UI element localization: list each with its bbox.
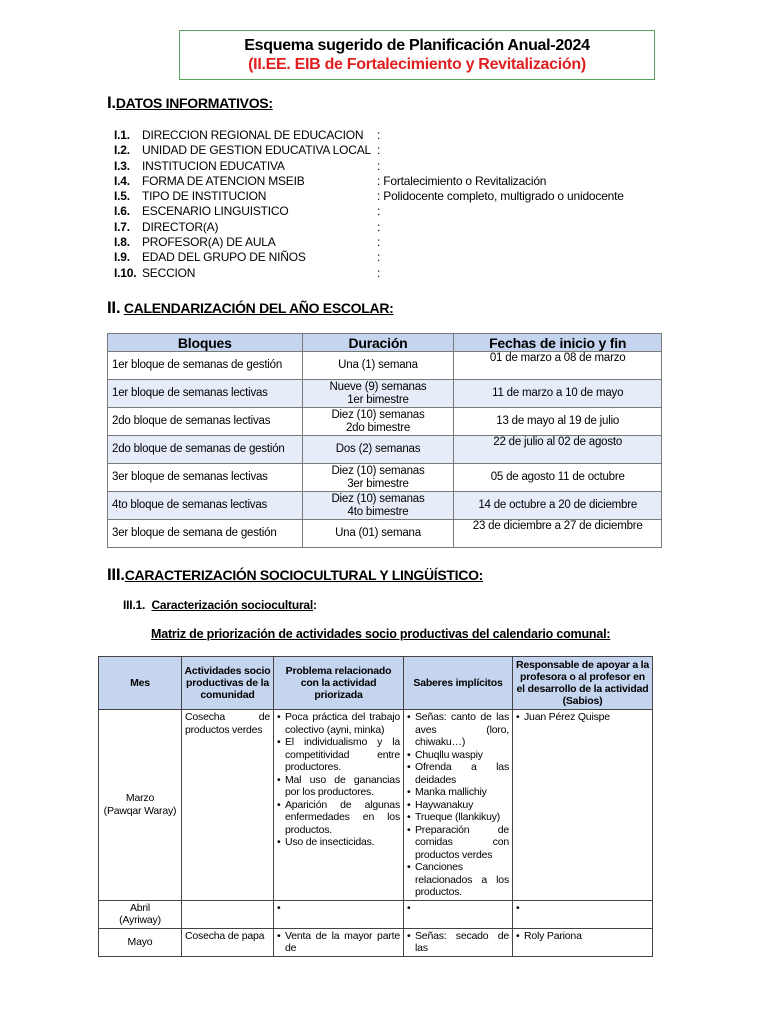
info-code: I.10. <box>114 265 137 280</box>
matrix-saber-item: • Preparación de comidas con productos verdes <box>407 824 509 862</box>
calendar-fechas: 01 de marzo a 08 de marzo <box>454 352 662 380</box>
subsection-code: III.1. <box>123 598 146 612</box>
matrix-header-responsable: Responsable de apoyar a la profesora o al profesor en el desarrollo de la actividad (Sabios) <box>513 657 653 710</box>
matrix-mes-quechua: (Ayriway) <box>119 914 161 926</box>
matrix-problema-item: • Mal uso de ganancias por los productores. <box>277 774 400 799</box>
info-label: ESCENARIO LINGUISTICO <box>142 204 289 219</box>
matrix-row <box>99 928 653 956</box>
info-value: : <box>377 265 381 280</box>
matrix-responsable-cell <box>513 900 653 928</box>
matrix-row <box>99 900 653 928</box>
matrix-saber-item: • Canciones relacionados a los productos. <box>407 861 509 899</box>
matrix-saber-item: • Chuqllu waspiy <box>407 749 509 762</box>
calendar-row <box>108 380 662 408</box>
calendar-fechas: 13 de mayo al 19 de julio <box>454 408 662 436</box>
calendar-fechas: 05 de agosto 11 de octubre <box>454 464 662 492</box>
document-title-box <box>179 30 655 80</box>
calendar-row <box>108 352 662 380</box>
calendar-table <box>107 333 662 548</box>
matrix-saber-item: • Señas: canto de las aves (loro, chiwaku…) <box>407 711 509 749</box>
calendar-duracion-cell <box>302 408 454 436</box>
matrix-saberes-cell <box>404 900 513 928</box>
calendar-duracion-cell <box>302 492 454 520</box>
calendar-bloque: 1er bloque de semanas lectivas <box>108 380 303 408</box>
calendar-duracion-cell <box>302 436 454 464</box>
info-label: FORMA DE ATENCION MSEIB <box>142 173 305 188</box>
calendar-duration: Diez (10) semanas <box>331 408 425 421</box>
info-code: I.8. <box>114 235 130 250</box>
matrix-saber-item: • Señas: secado de las <box>407 930 509 955</box>
info-code: I.1. <box>114 128 130 142</box>
calendar-bloque: 2do bloque de semanas de gestión <box>108 436 303 464</box>
calendar-header-bloques: Bloques <box>108 334 303 352</box>
calendar-row <box>108 520 662 548</box>
matrix-saber-item: • Trueque (llankikuy) <box>407 811 509 824</box>
info-code: I.7. <box>114 219 130 234</box>
matrix-actividad: Cosecha de papa <box>182 928 274 956</box>
calendar-bimestre: 4to bimestre <box>347 505 409 518</box>
matrix-header-saberes: Saberes implícitos <box>404 657 513 710</box>
info-value: : Fortalecimiento o Revitalización <box>377 173 547 188</box>
calendar-bloque: 4to bloque de semanas lectivas <box>108 492 303 520</box>
matrix-mes-cell <box>99 710 182 901</box>
matrix-saber-list <box>407 711 509 899</box>
matrix-title: Matriz de priorización de actividades socio productivas del calendario comunal: <box>151 627 611 641</box>
matrix-saber-item: • Manka mallichiy <box>407 786 509 799</box>
info-label: UNIDAD DE GESTION EDUCATIVA LOCAL <box>142 143 371 158</box>
info-code: I.9. <box>114 250 130 265</box>
subsection-colon: : <box>313 598 317 612</box>
matrix-saberes-cell <box>404 928 513 956</box>
calendar-duracion-cell <box>302 520 454 548</box>
info-value: : <box>377 204 381 219</box>
info-value: : <box>377 235 381 250</box>
matrix-problema-cell <box>274 900 404 928</box>
matrix-problema-cell <box>274 928 404 956</box>
calendar-duracion-cell <box>302 380 454 408</box>
calendar-bloque: 3er bloque de semana de gestión <box>108 520 303 548</box>
calendar-bloque: 3er bloque de semanas lectivas <box>108 464 303 492</box>
subsection-heading <box>123 598 317 612</box>
section-2-title: CALENDARIZACIÓN DEL AÑO ESCOLAR: <box>123 300 394 316</box>
matrix-problema-list <box>277 711 400 849</box>
info-label: EDAD DEL GRUPO DE NIÑOS <box>142 250 306 265</box>
section-2-heading <box>107 298 394 318</box>
document-subtitle: (II.EE. EIB de Fortalecimiento y Revitalización) <box>248 56 586 73</box>
calendar-bimestre: 3er bimestre <box>347 477 409 490</box>
matrix-problema-item: • Uso de insecticidas. <box>277 836 400 849</box>
calendar-fechas: 23 de diciembre a 27 de diciembre <box>454 520 662 548</box>
subsection-title: Caracterización sociocultural <box>151 598 314 612</box>
calendar-duracion-cell <box>302 464 454 492</box>
calendar-duration: Diez (10) semanas <box>331 492 425 505</box>
calendar-fechas: 14 de octubre a 20 de diciembre <box>454 492 662 520</box>
matrix-mes-quechua: (Pawqar Waray) <box>103 804 177 817</box>
calendar-header-duracion: Duración <box>302 334 454 352</box>
matrix-responsable-item: • Roly Pariona <box>516 930 649 943</box>
calendar-bimestre: 1er bimestre <box>347 393 409 406</box>
info-value: : <box>377 250 381 265</box>
section-3-heading <box>107 565 483 585</box>
matrix-saber-item: • Haywanakuy <box>407 799 509 812</box>
matrix-mes: Abril <box>129 901 150 914</box>
matrix-header-row <box>99 657 653 710</box>
info-code: I.6. <box>114 204 130 219</box>
matrix-mes-cell <box>99 900 182 928</box>
matrix-saberes-cell <box>404 710 513 901</box>
calendar-duration: Nueve (9) semanas <box>329 380 427 393</box>
calendar-row <box>108 436 662 464</box>
matrix-problema-item: • Aparición de algunas enfermedades en los productos. <box>277 799 400 837</box>
matrix-mes: Marzo <box>125 792 155 805</box>
matrix-responsable-list <box>516 711 649 724</box>
section-1-number: I. <box>107 93 116 112</box>
info-code: I.4. <box>114 173 130 188</box>
matrix-responsable-cell <box>513 710 653 901</box>
info-label: DIRECCION REGIONAL DE EDUCACION <box>142 128 364 142</box>
info-label: INSTITUCION EDUCATIVA <box>142 158 285 173</box>
info-value: : <box>377 219 381 234</box>
matrix-table <box>98 656 653 957</box>
calendar-header-row <box>108 334 662 352</box>
section-1-heading <box>107 93 273 113</box>
matrix-row <box>99 710 653 901</box>
calendar-duration: Diez (10) semanas <box>331 464 425 477</box>
document-title: Esquema sugerido de Planificación Anual-2024 <box>244 37 590 54</box>
info-label: PROFESOR(A) DE AULA <box>142 235 276 250</box>
matrix-problema-item: • Venta de la mayor parte de <box>277 930 400 955</box>
calendar-duracion-cell <box>302 352 454 380</box>
calendar-header-fechas: Fechas de inicio y fin <box>454 334 662 352</box>
calendar-duration: Una (1) semana <box>338 359 418 371</box>
matrix-saber-list <box>407 930 509 955</box>
matrix-problema-item: • Poca práctica del trabajo colectivo (ayni, minka) <box>277 711 400 736</box>
matrix-problema-list <box>277 930 400 955</box>
info-value: : <box>377 143 381 158</box>
info-value: : <box>377 128 381 142</box>
calendar-fechas: 22 de julio al 02 de agosto <box>454 436 662 464</box>
calendar-row <box>108 464 662 492</box>
info-code: I.5. <box>114 189 130 204</box>
info-label: SECCION <box>142 265 196 280</box>
matrix-header-problema: Problema relacionado con la actividad priorizada <box>274 657 404 710</box>
calendar-bimestre: 2do bimestre <box>345 421 411 434</box>
matrix-problema-item: • El individualismo y la competitividad entre productores. <box>277 736 400 774</box>
matrix-responsable-cell <box>513 928 653 956</box>
matrix-actividad: Cosecha de productos verdes <box>182 710 274 901</box>
matrix-mes-cell <box>99 928 182 956</box>
matrix-saber-item: • Ofrenda a las deidades <box>407 761 509 786</box>
matrix-actividad <box>182 900 274 928</box>
calendar-row <box>108 492 662 520</box>
matrix-header-mes: Mes <box>99 657 182 710</box>
matrix-problema-cell <box>274 710 404 901</box>
section-3-number: III. <box>107 565 125 584</box>
calendar-bloque: 1er bloque de semanas de gestión <box>108 352 303 380</box>
section-3-title: CARACTERIZACIÓN SOCIOCULTURAL Y LINGÜÍSTICO: <box>124 567 484 583</box>
info-code: I.3. <box>114 158 130 173</box>
matrix-responsable-list <box>516 930 649 943</box>
calendar-duration: Dos (2) semanas <box>335 443 421 455</box>
section-2-number: II. <box>107 298 121 317</box>
info-label: DIRECTOR(A) <box>142 219 219 234</box>
info-label: TIPO DE INSTITUCION <box>142 189 267 204</box>
calendar-duration: Una (01) semana <box>335 527 421 539</box>
info-value: : Polidocente completo, multigrado o unidocente <box>377 189 624 204</box>
matrix-mes: Mayo <box>127 935 153 948</box>
info-value: : <box>377 158 381 173</box>
calendar-bloque: 2do bloque de semanas lectivas <box>108 408 303 436</box>
matrix-header-actividades: Actividades socio productivas de la comunidad <box>182 657 274 710</box>
info-code: I.2. <box>114 143 130 158</box>
calendar-row <box>108 408 662 436</box>
matrix-responsable-item: • Juan Pérez Quispe <box>516 711 649 724</box>
calendar-fechas: 11 de marzo a 10 de mayo <box>454 380 662 408</box>
section-1-title: DATOS INFORMATIVOS: <box>115 95 273 111</box>
